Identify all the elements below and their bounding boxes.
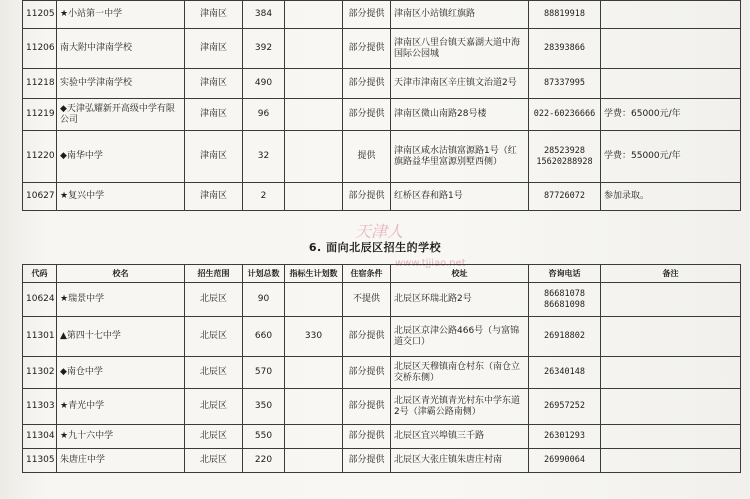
cell-lodging: 部分提供 bbox=[343, 317, 391, 357]
cell-total: 490 bbox=[243, 69, 285, 99]
table-row bbox=[23, 1, 741, 29]
cell-code: 11302 bbox=[23, 357, 57, 389]
cell-name: ★青光中学 bbox=[57, 389, 185, 425]
cell-note bbox=[601, 357, 741, 389]
cell-lodging: 部分提供 bbox=[343, 449, 391, 473]
cell-lodging: 部分提供 bbox=[343, 425, 391, 449]
cell-code: 11305 bbox=[23, 449, 57, 473]
cell-address: 津南区微山南路28号楼 bbox=[391, 99, 529, 131]
cell-code: 11301 bbox=[23, 317, 57, 357]
cell-lodging: 部分提供 bbox=[343, 1, 391, 29]
cell-indicator bbox=[285, 425, 343, 449]
cell-total: 350 bbox=[243, 389, 285, 425]
cell-indicator: 330 bbox=[285, 317, 343, 357]
cell-name: ★小站第一中学 bbox=[57, 1, 185, 29]
header-address: 校址 bbox=[391, 265, 529, 283]
cell-address: 津南区小站镇红旗路 bbox=[391, 1, 529, 29]
cell-district: 津南区 bbox=[185, 99, 243, 131]
cell-total: 384 bbox=[243, 1, 285, 29]
cell-total: 90 bbox=[243, 283, 285, 317]
cell-code: 10627 bbox=[23, 183, 57, 211]
cell-district: 北辰区 bbox=[185, 425, 243, 449]
cell-lodging: 部分提供 bbox=[343, 183, 391, 211]
table-row bbox=[23, 357, 741, 389]
cell-phone: 28393866 bbox=[529, 29, 601, 69]
cell-address: 津南区八里台镇天嘉湖大道中海国际公园城 bbox=[391, 29, 529, 69]
table-row bbox=[23, 449, 741, 473]
cell-phone: 88819918 bbox=[529, 1, 601, 29]
cell-phone: 022-60236666 bbox=[529, 99, 601, 131]
cell-address: 北辰区大张庄镇朱唐庄村南 bbox=[391, 449, 529, 473]
cell-note bbox=[601, 317, 741, 357]
table-jinnan bbox=[22, 0, 741, 211]
cell-indicator bbox=[285, 449, 343, 473]
cell-district: 北辰区 bbox=[185, 389, 243, 425]
cell-indicator bbox=[285, 69, 343, 99]
cell-lodging: 部分提供 bbox=[343, 99, 391, 131]
cell-address: 北辰区宜兴埠镇三千路 bbox=[391, 425, 529, 449]
cell-total: 220 bbox=[243, 449, 285, 473]
table-row bbox=[23, 317, 741, 357]
table-row bbox=[23, 425, 741, 449]
cell-district: 津南区 bbox=[185, 1, 243, 29]
table-row bbox=[23, 29, 741, 69]
cell-indicator bbox=[285, 99, 343, 131]
cell-district: 北辰区 bbox=[185, 357, 243, 389]
cell-name: ▲第四十七中学 bbox=[57, 317, 185, 357]
cell-indicator bbox=[285, 357, 343, 389]
cell-district: 北辰区 bbox=[185, 283, 243, 317]
cell-address: 红桥区春和路1号 bbox=[391, 183, 529, 211]
cell-phone: 87337995 bbox=[529, 69, 601, 99]
table-row bbox=[23, 283, 741, 317]
cell-district: 津南区 bbox=[185, 29, 243, 69]
cell-phone: 26301293 bbox=[529, 425, 601, 449]
cell-indicator bbox=[285, 283, 343, 317]
cell-lodging: 提供 bbox=[343, 131, 391, 183]
header-total: 计划总数 bbox=[243, 265, 285, 283]
cell-name: ◆南华中学 bbox=[57, 131, 185, 183]
cell-name: ◆南仓中学 bbox=[57, 357, 185, 389]
cell-name: ★九十六中学 bbox=[57, 425, 185, 449]
cell-indicator bbox=[285, 131, 343, 183]
table-row bbox=[23, 99, 741, 131]
table-row bbox=[23, 389, 741, 425]
header-phone: 咨询电话 bbox=[529, 265, 601, 283]
cell-note: 学费：55000元/年 bbox=[601, 131, 741, 183]
table-row bbox=[23, 131, 741, 183]
cell-phone: 26957252 bbox=[529, 389, 601, 425]
cell-phone: 26990064 bbox=[529, 449, 601, 473]
header-lodging: 住宿条件 bbox=[343, 265, 391, 283]
cell-note bbox=[601, 283, 741, 317]
cell-total: 32 bbox=[243, 131, 285, 183]
cell-name: ★复兴中学 bbox=[57, 183, 185, 211]
cell-address: 北辰区环瑞北路2号 bbox=[391, 283, 529, 317]
cell-total: 96 bbox=[243, 99, 285, 131]
cell-code: 10624 bbox=[23, 283, 57, 317]
cell-indicator bbox=[285, 1, 343, 29]
cell-note bbox=[601, 389, 741, 425]
table-header-row bbox=[23, 265, 741, 283]
cell-code: 11220 bbox=[23, 131, 57, 183]
cell-district: 北辰区 bbox=[185, 449, 243, 473]
cell-phone: 26918802 bbox=[529, 317, 601, 357]
cell-district: 津南区 bbox=[185, 69, 243, 99]
cell-code: 11304 bbox=[23, 425, 57, 449]
cell-district: 津南区 bbox=[185, 131, 243, 183]
cell-name: 实验中学津南学校 bbox=[57, 69, 185, 99]
cell-indicator bbox=[285, 183, 343, 211]
watermark-logo: 天津人 bbox=[355, 222, 404, 241]
cell-lodging: 不提供 bbox=[343, 283, 391, 317]
cell-address: 北辰区京津公路466号（与富锦道交口） bbox=[391, 317, 529, 357]
cell-indicator bbox=[285, 389, 343, 425]
header-indicator: 指标生计划数 bbox=[285, 265, 343, 283]
header-range: 招生范围 bbox=[185, 265, 243, 283]
cell-name: ★瑞景中学 bbox=[57, 283, 185, 317]
cell-total: 570 bbox=[243, 357, 285, 389]
cell-total: 392 bbox=[243, 29, 285, 69]
cell-note: 学费：65000元/年 bbox=[601, 99, 741, 131]
cell-note bbox=[601, 425, 741, 449]
cell-phone: 86681078 86681098 bbox=[529, 283, 601, 317]
header-name: 校名 bbox=[57, 265, 185, 283]
cell-address: 北辰区天穆镇南仓村东（南仓立交桥东侧） bbox=[391, 357, 529, 389]
cell-name: ◆天津弘耀新开高级中学有限公司 bbox=[57, 99, 185, 131]
cell-lodging: 部分提供 bbox=[343, 29, 391, 69]
cell-phone: 26340148 bbox=[529, 357, 601, 389]
cell-total: 2 bbox=[243, 183, 285, 211]
header-note: 备注 bbox=[601, 265, 741, 283]
cell-name: 南大附中津南学校 bbox=[57, 29, 185, 69]
table-row bbox=[23, 183, 741, 211]
table-row bbox=[23, 69, 741, 99]
cell-lodging: 部分提供 bbox=[343, 357, 391, 389]
header-code: 代码 bbox=[23, 265, 57, 283]
cell-note bbox=[601, 69, 741, 99]
cell-indicator bbox=[285, 29, 343, 69]
section-title: 6. 面向北辰区招生的学校 bbox=[308, 241, 442, 254]
cell-address: 北辰区青光镇青光村东中学东道2号（津霸公路南侧） bbox=[391, 389, 529, 425]
cell-phone: 28523928 15620288928 bbox=[529, 131, 601, 183]
cell-name: 朱唐庄中学 bbox=[57, 449, 185, 473]
watermark-url: www.tjjiao.net bbox=[395, 258, 466, 269]
cell-code: 11206 bbox=[23, 29, 57, 69]
cell-note: 参加录取。 bbox=[601, 183, 741, 211]
cell-code: 11303 bbox=[23, 389, 57, 425]
cell-code: 11219 bbox=[23, 99, 57, 131]
cell-note bbox=[601, 1, 741, 29]
table-beichen bbox=[22, 264, 741, 473]
cell-total: 550 bbox=[243, 425, 285, 449]
cell-address: 天津市津南区辛庄镇文治道2号 bbox=[391, 69, 529, 99]
cell-code: 11218 bbox=[23, 69, 57, 99]
cell-lodging: 部分提供 bbox=[343, 69, 391, 99]
cell-phone: 87726072 bbox=[529, 183, 601, 211]
cell-total: 660 bbox=[243, 317, 285, 357]
cell-note bbox=[601, 449, 741, 473]
cell-note bbox=[601, 29, 741, 69]
cell-district: 北辰区 bbox=[185, 317, 243, 357]
cell-code: 11205 bbox=[23, 1, 57, 29]
cell-district: 津南区 bbox=[185, 183, 243, 211]
cell-lodging: 部分提供 bbox=[343, 389, 391, 425]
cell-address: 津南区咸水沽镇富源路1号（红旗路益华里富源别墅西侧） bbox=[391, 131, 529, 183]
